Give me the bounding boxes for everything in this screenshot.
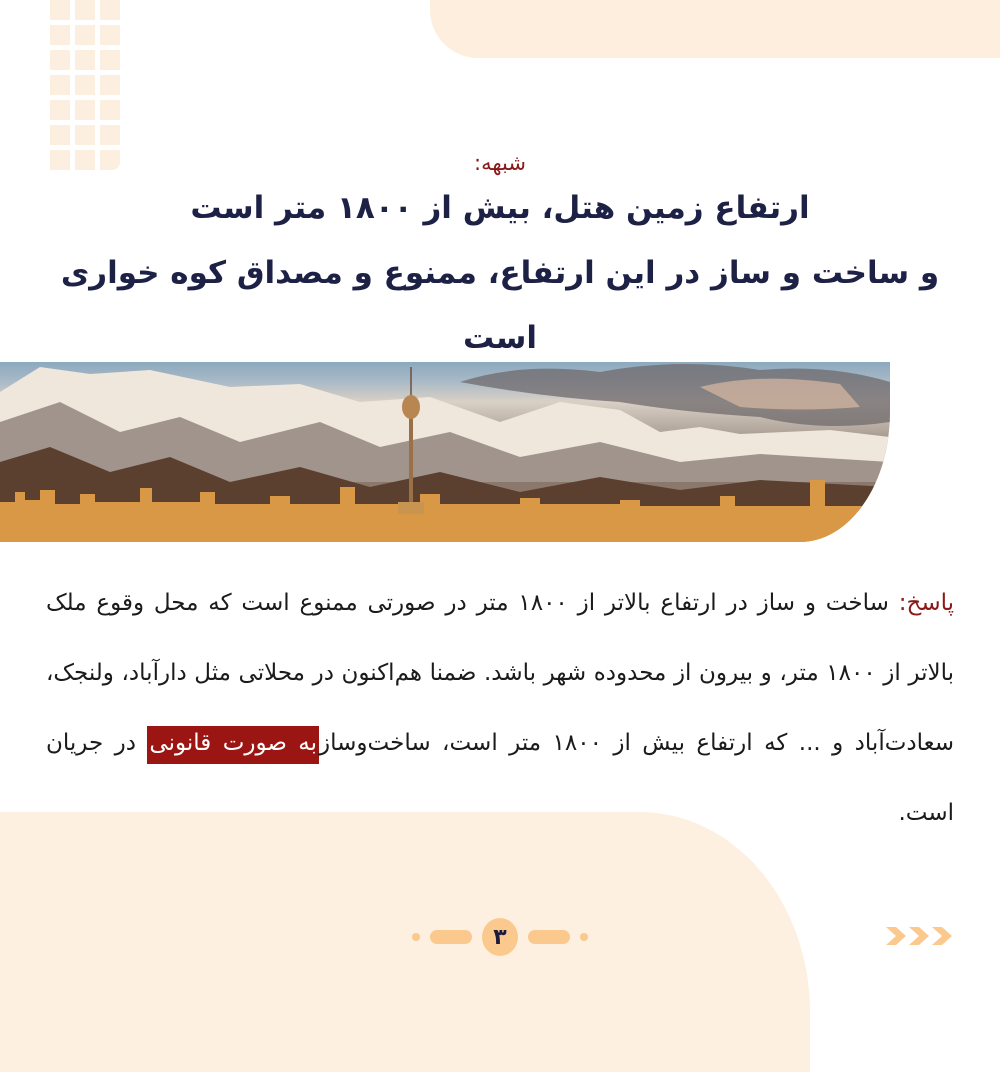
pager-pill-right	[528, 930, 570, 944]
answer-paragraph	[46, 568, 954, 848]
pager-dot-right	[580, 933, 588, 941]
grid-decoration	[50, 0, 120, 175]
tehran-skyline-photo	[0, 362, 890, 542]
highlighted-phrase: به صورت قانونی	[147, 726, 319, 764]
header	[60, 150, 940, 371]
answer-text-part-2: در جریان است.	[46, 730, 954, 826]
top-decor-shape	[430, 0, 1000, 58]
skyline-illustration	[0, 362, 890, 542]
pager-dot-left	[412, 933, 420, 941]
page-title	[60, 176, 940, 371]
pager-pill-left	[430, 930, 472, 944]
answer-label: پاسخ:	[898, 590, 954, 616]
title-line-2: و ساخت و ساز در این ارتفاع، ممنوع و مصداق کوه خواری است	[60, 255, 940, 356]
page-number: ۳	[482, 918, 518, 956]
title-line-1: ارتفاع زمین هتل، بیش از ۱۸۰۰ متر است	[190, 190, 810, 226]
triple-chevron-right-icon	[884, 924, 956, 948]
claim-label: شبهه:	[474, 151, 526, 175]
next-page-button[interactable]	[884, 924, 956, 948]
answer-text-part-1: ساخت و ساز در ارتفاع بالاتر از ۱۸۰۰ متر در صورتی ممنوع است که محل وقوع ملک بالاتر از ۱۸۰۰ متر، و بیرون از محدوده شهر باشد. ضمنا هم‌اکنون در محلاتی مثل دارآباد، ولنجک، سعادت‌آباد و ... که ارتفاع بیش از ۱۸۰۰ متر است، ساخت‌وساز	[46, 590, 954, 756]
page-indicator	[0, 917, 1000, 957]
